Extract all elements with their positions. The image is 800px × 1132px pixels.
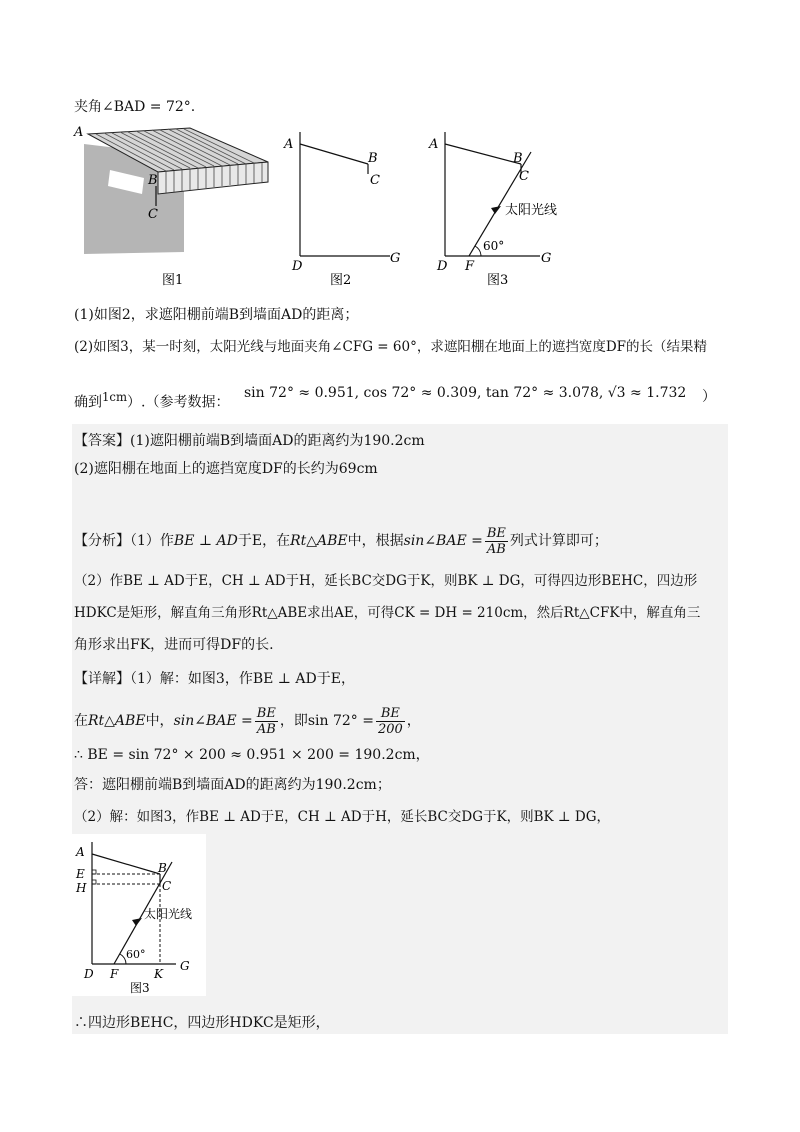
fig2-label-b: B <box>368 151 378 166</box>
problem-intro: 夹角∠BAD = 72°. <box>74 99 196 115</box>
detail-line-2 <box>74 704 421 742</box>
detail-text-a: 在 <box>74 713 88 729</box>
fig1-label-a: A <box>74 125 84 140</box>
q2-ref-label: ）.（参考数据： <box>127 394 230 411</box>
analysis-perp: BE ⊥ AD <box>173 533 238 549</box>
fig4-label-h: H <box>76 881 87 895</box>
analysis-frac-num: BE <box>486 525 506 541</box>
analysis-line-2: （2）作BE ⊥ AD于E，CH ⊥ AD于H，延长BC交DG于K，则BK ⊥ DG，可得四边形BEHC，四边形 <box>74 573 698 589</box>
detail-triangle: Rt△ABE <box>88 713 146 729</box>
q2-close-paren: ） <box>702 389 716 405</box>
fig3-label-b: B <box>513 151 523 166</box>
answer-line-2: (2)遮阳棚在地面上的遮挡宽度DF的长约为69cm <box>74 461 378 477</box>
fig2-label-d: D <box>292 259 303 274</box>
analysis-line-3: HDKC是矩形，解直角三角形Rt△ABE求出AE，可得CK = DH = 210cm，然后Rt△CFK中，解直角三 <box>74 605 701 621</box>
fig3-sun-label: 太阳光线 <box>505 203 558 218</box>
analysis-frac-den: AB <box>486 541 506 557</box>
detail-fraction-1 <box>255 706 278 737</box>
fig3-label-d: D <box>437 259 448 274</box>
analysis-fraction <box>485 526 508 557</box>
fig4-label-d: D <box>84 967 94 981</box>
analysis-label: 【分析】（1）作 <box>74 533 174 549</box>
reference-data: sin 72° ≈ 0.951, cos 72° ≈ 0.309, tan 72° ≈ 3.078, √3 ≈ 1.732 <box>244 385 687 401</box>
fig3-angle: 60° <box>483 239 505 253</box>
figure-3 <box>425 122 565 290</box>
analysis-sin: sin∠BAE = <box>403 533 483 549</box>
fig4-label-f: F <box>110 967 119 981</box>
analysis-text-b: 中，根据 <box>347 533 404 549</box>
analysis-triangle: Rt△ABE <box>290 533 348 549</box>
fig4-angle: 60° <box>126 948 146 961</box>
question-2-line-2 <box>74 388 229 412</box>
detail-frac1-num: BE <box>256 705 276 721</box>
analysis-line-1 <box>74 524 608 564</box>
fig4-label-b: B <box>158 861 167 875</box>
detail-line-4: 答：遮阳棚前端B到墙面AD的距离约为190.2cm； <box>74 777 391 793</box>
detail-frac2-den: 200 <box>377 721 403 737</box>
fig1-label-b: B <box>148 173 158 188</box>
fig2-label-a: A <box>284 137 294 152</box>
figure-2 <box>280 122 405 290</box>
detail-text-b: 中， <box>145 713 174 729</box>
detail-line-6: ∴四边形BEHC，四边形HDKC是矩形， <box>74 1015 330 1031</box>
fig4-label-g: G <box>180 959 190 973</box>
detail-line-3: ∴ BE = sin 72° × 200 ≈ 0.951 × 200 = 190.2cm， <box>74 747 430 763</box>
question-1: (1)如图2，求遮阳棚前端B到墙面AD的距离； <box>74 307 359 323</box>
figure-solution <box>72 834 206 996</box>
detail-line-5: （2）解：如图3，作BE ⊥ AD于E，CH ⊥ AD于H，延长BC交DG于K，则BK ⊥ DG， <box>74 809 610 825</box>
question-2-line-1: (2)如图3，某一时刻，太阳光线与地面夹角∠CFG = 60°，求遮阳棚在地面上的遮挡宽度DF的长（结果精 <box>74 339 708 355</box>
analysis-line-4: 角形求出FK，进而可得DF的长. <box>74 637 274 653</box>
sun-ray-arrow <box>491 206 501 214</box>
analysis-text-c: 列式计算即可； <box>509 533 608 549</box>
q2-prefix: 确到 <box>74 394 102 411</box>
answer-line-1: 【答案】(1)遮阳棚前端B到墙面AD的距离约为190.2cm <box>74 433 425 449</box>
fig2-label-g: G <box>390 251 401 266</box>
fig4-label-e: E <box>76 867 85 881</box>
detail-text-d: ， <box>406 713 421 729</box>
detail-fraction-2 <box>376 706 405 737</box>
detail-line-1: 【详解】（1）解：如图3，作BE ⊥ AD于E， <box>74 671 355 687</box>
fig3-caption: 图3 <box>487 273 509 288</box>
fig2-label-c: C <box>370 173 380 188</box>
detail-frac1-den: AB <box>256 721 276 737</box>
figure-1 <box>72 122 272 290</box>
fig3-label-g: G <box>541 251 552 266</box>
fig1-caption: 图1 <box>162 273 184 288</box>
fig3-label-a: A <box>429 137 439 152</box>
fig4-label-a: A <box>76 845 85 859</box>
fig2-caption: 图2 <box>330 273 352 288</box>
fig4-label-k: K <box>154 967 163 981</box>
fig4-label-c: C <box>162 879 172 893</box>
detail-text-c: ，即sin 72° = <box>279 713 374 729</box>
detail-frac2-num: BE <box>376 706 405 722</box>
q2-precision: 1cm <box>102 390 127 404</box>
detail-sin: sin∠BAE = <box>173 713 253 729</box>
fig1-label-c: C <box>148 207 158 222</box>
fig4-caption: 图3 <box>130 981 150 995</box>
fig4-sun-label: 太阳光线 <box>144 907 193 921</box>
fig3-label-c: C <box>519 169 529 184</box>
fig3-label-f: F <box>465 259 475 274</box>
analysis-text-a: 于E，在 <box>237 533 291 549</box>
